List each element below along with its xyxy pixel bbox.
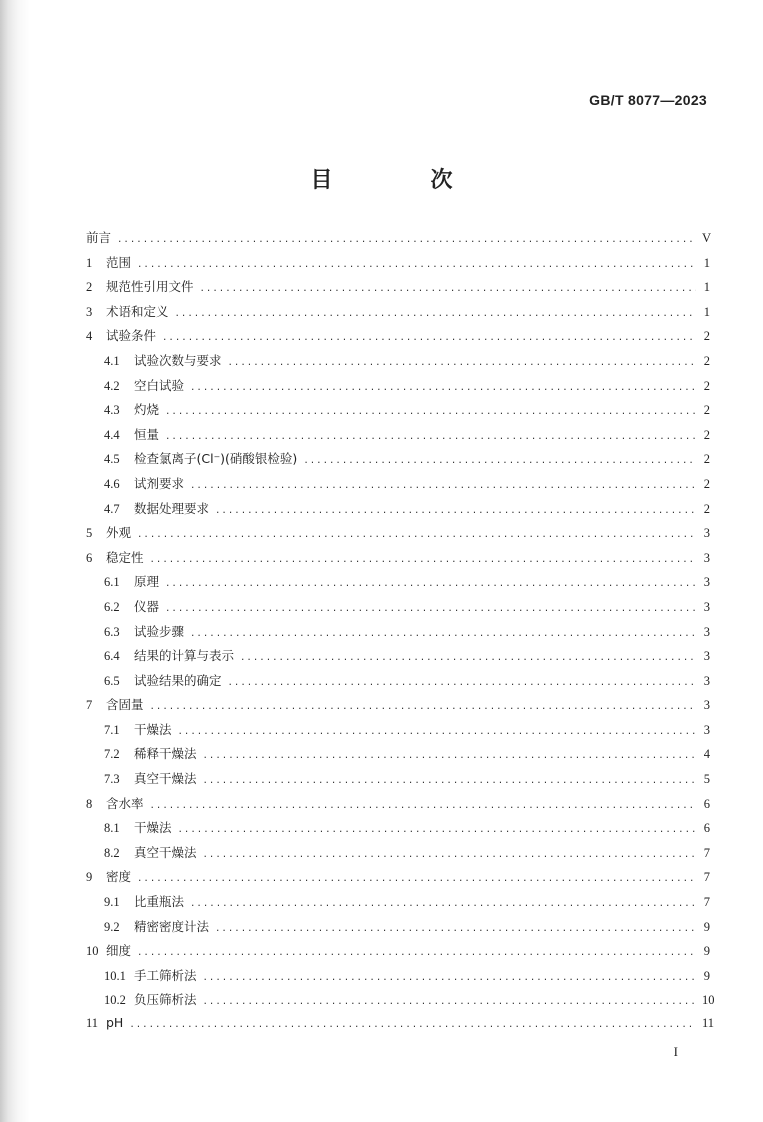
toc-dot-leader bbox=[137, 948, 696, 958]
toc-entry-label: 术语和定义 bbox=[106, 303, 169, 319]
toc-entry-label: pH bbox=[106, 1015, 124, 1030]
toc-entry-label: 灼烧 bbox=[134, 402, 160, 418]
toc-entry-label: 手工筛析法 bbox=[134, 967, 197, 983]
toc-entry-label: 原理 bbox=[134, 574, 160, 590]
toc-dot-leader bbox=[129, 1020, 696, 1030]
toc-dot-leader bbox=[150, 801, 696, 811]
toc-entry-page: 2 bbox=[703, 378, 710, 393]
toc-entry[interactable] bbox=[86, 794, 710, 819]
toc-entry-page: 1 bbox=[703, 304, 710, 319]
toc-entry-number: 4.2 bbox=[104, 378, 120, 393]
toc-entry-label: 结果的计算与表示 bbox=[134, 648, 235, 664]
toc-entry-number: 4.4 bbox=[104, 427, 120, 442]
toc-entry-number: 10.2 bbox=[104, 993, 126, 1008]
toc-dot-leader bbox=[190, 481, 696, 491]
toc-entry-label: 空白试验 bbox=[134, 377, 185, 393]
toc-entry-number: 6.3 bbox=[104, 624, 120, 639]
toc-entry[interactable] bbox=[86, 228, 710, 253]
toc-entry-number: 4.3 bbox=[104, 403, 120, 418]
toc-entry[interactable] bbox=[86, 548, 710, 573]
toc-entry-number: 7.3 bbox=[104, 772, 120, 787]
toc-dot-leader bbox=[303, 456, 696, 466]
toc-entry[interactable] bbox=[86, 941, 710, 966]
toc-entry-page: 3 bbox=[703, 624, 710, 639]
toc-entry[interactable] bbox=[86, 990, 715, 1015]
toc-entry-label: 试验结果的确定 bbox=[134, 672, 222, 688]
toc-entry-page: 3 bbox=[703, 599, 710, 614]
toc-entry-number: 10 bbox=[86, 944, 99, 959]
toc-entry-label: 负压筛析法 bbox=[134, 992, 197, 1008]
toc-entry[interactable] bbox=[86, 744, 710, 769]
toc-dot-leader bbox=[228, 358, 696, 368]
toc-entry-number: 3 bbox=[86, 304, 93, 319]
page-title: 目 次 bbox=[310, 168, 491, 193]
toc-entry-number: 8 bbox=[86, 796, 93, 811]
toc-entry-label: 干燥法 bbox=[134, 721, 172, 737]
toc-entry-page: 6 bbox=[703, 796, 710, 811]
standard-code: GB/T 8077—2023 bbox=[589, 92, 707, 108]
toc-entry-page: 7 bbox=[703, 845, 710, 860]
toc-dot-leader bbox=[165, 604, 696, 614]
toc-entry-number: 1 bbox=[86, 255, 93, 270]
toc-entry-number: 9.2 bbox=[104, 919, 120, 934]
toc-entry-number: 7.2 bbox=[104, 747, 120, 762]
toc-entry-page: 11 bbox=[702, 1016, 715, 1030]
toc-entry[interactable] bbox=[86, 720, 710, 745]
toc-entry[interactable] bbox=[86, 646, 710, 671]
toc-dot-leader bbox=[190, 383, 696, 393]
toc-entry-label: 比重瓶法 bbox=[134, 894, 185, 910]
toc-entry-page: 9 bbox=[703, 968, 710, 983]
toc-entry-page: 2 bbox=[703, 329, 710, 344]
toc-entry-page: 3 bbox=[703, 526, 710, 541]
toc-dot-leader bbox=[162, 333, 696, 343]
toc-entry-number: 6.4 bbox=[104, 649, 120, 664]
toc-entry[interactable] bbox=[86, 425, 710, 450]
toc-entry[interactable] bbox=[86, 572, 710, 597]
toc-entry-label: 试验次数与要求 bbox=[134, 352, 222, 368]
toc-entry[interactable] bbox=[86, 671, 710, 696]
toc-entry-page: 3 bbox=[703, 649, 710, 664]
toc-dot-leader bbox=[117, 235, 696, 245]
toc-entry[interactable] bbox=[86, 818, 710, 843]
toc-dot-leader bbox=[178, 727, 696, 737]
toc-entry-number: 10.1 bbox=[104, 968, 126, 983]
toc-entry-label: 稀释干燥法 bbox=[134, 746, 197, 762]
toc-dot-leader bbox=[165, 579, 696, 589]
toc-entry-number: 4.1 bbox=[104, 353, 120, 368]
toc-entry-page: 2 bbox=[703, 476, 710, 491]
toc-entry-number: 4 bbox=[86, 329, 93, 344]
toc-entry[interactable] bbox=[86, 474, 710, 499]
toc-dot-leader bbox=[137, 530, 696, 540]
toc-entry[interactable] bbox=[86, 499, 710, 524]
toc-entry[interactable] bbox=[86, 917, 710, 942]
toc-dot-leader bbox=[240, 653, 696, 663]
toc-entry[interactable] bbox=[86, 769, 710, 794]
toc-entry-label: 外观 bbox=[106, 525, 132, 541]
toc-dot-leader bbox=[175, 309, 696, 319]
toc-dot-leader bbox=[228, 678, 696, 688]
toc-entry-label: 含固量 bbox=[106, 697, 144, 713]
toc-entry-number: 6.1 bbox=[104, 575, 120, 590]
toc-entry-label: 仪器 bbox=[134, 598, 160, 614]
toc-entry-number: 9.1 bbox=[104, 895, 120, 910]
toc-entry[interactable] bbox=[86, 351, 710, 376]
toc-entry[interactable] bbox=[86, 400, 710, 425]
toc-entry[interactable] bbox=[86, 867, 710, 892]
toc-dot-leader bbox=[165, 432, 696, 442]
toc-entry[interactable] bbox=[86, 892, 710, 917]
toc-entry-page: 7 bbox=[703, 870, 710, 885]
toc-entry-page: 2 bbox=[703, 452, 710, 467]
toc-entry-number: 9 bbox=[86, 870, 93, 885]
toc-entry-number: 8.1 bbox=[104, 821, 120, 836]
toc-entry[interactable] bbox=[86, 695, 710, 720]
toc-entry-label: 范围 bbox=[106, 254, 132, 270]
page-folio: I bbox=[673, 1044, 678, 1059]
toc-entry-label: 真空干燥法 bbox=[134, 771, 197, 787]
toc-entry-label: 恒量 bbox=[134, 426, 160, 442]
toc-dot-leader bbox=[203, 751, 696, 761]
toc-entry-page: 10 bbox=[702, 993, 715, 1008]
toc-entry-number: 8.2 bbox=[104, 845, 120, 860]
toc-entry[interactable] bbox=[86, 1015, 715, 1040]
toc-entry[interactable] bbox=[86, 253, 710, 278]
toc-entry[interactable] bbox=[86, 326, 710, 351]
toc-entry-label: 检查氯离子(Cl⁻)(硝酸银检验) bbox=[134, 451, 298, 467]
toc-dot-leader bbox=[150, 702, 696, 712]
toc-entry-label: 细度 bbox=[106, 943, 132, 959]
toc-entry-page: 3 bbox=[703, 550, 710, 565]
toc-entry[interactable] bbox=[86, 622, 710, 647]
toc-entry-page: 4 bbox=[703, 747, 710, 762]
toc-dot-leader bbox=[203, 997, 696, 1007]
toc-dot-leader bbox=[150, 555, 696, 565]
toc-dot-leader bbox=[137, 874, 696, 884]
toc-entry-label: 规范性引用文件 bbox=[106, 279, 194, 295]
toc-entry-label: 干燥法 bbox=[134, 820, 172, 836]
toc-entry-page: 3 bbox=[703, 722, 710, 737]
toc-entry-label: 试验步骤 bbox=[134, 623, 185, 639]
toc-entry-number: 11 bbox=[86, 1016, 99, 1030]
toc-entry-number: 6.2 bbox=[104, 599, 120, 614]
toc-dot-leader bbox=[178, 825, 696, 835]
toc-entry-number: 6 bbox=[86, 550, 93, 565]
toc-entry-page: 3 bbox=[703, 673, 710, 688]
toc-entry-number: 2 bbox=[86, 280, 93, 295]
toc-entry-page: V bbox=[702, 231, 712, 245]
toc-entry[interactable] bbox=[86, 597, 710, 622]
toc-entry-page: 7 bbox=[703, 895, 710, 910]
toc-dot-leader bbox=[215, 506, 696, 516]
toc-dot-leader bbox=[137, 260, 696, 270]
toc-entry-page: 9 bbox=[703, 944, 710, 959]
toc-entry-page: 1 bbox=[703, 255, 710, 270]
toc-entry-label: 密度 bbox=[106, 869, 132, 885]
toc-entry-page: 9 bbox=[703, 919, 710, 934]
toc-entry-number: 4.6 bbox=[104, 476, 120, 491]
toc-dot-leader bbox=[165, 407, 696, 417]
table-of-contents bbox=[86, 228, 715, 1040]
toc-entry[interactable] bbox=[86, 449, 710, 474]
toc-dot-leader bbox=[190, 899, 696, 909]
toc-entry-page: 3 bbox=[703, 575, 710, 590]
toc-dot-leader bbox=[203, 850, 696, 860]
toc-entry-number: 5 bbox=[86, 526, 93, 541]
toc-dot-leader bbox=[203, 973, 696, 983]
toc-entry-number: 4.7 bbox=[104, 501, 120, 516]
toc-entry-number: 7.1 bbox=[104, 722, 120, 737]
toc-entry[interactable] bbox=[86, 523, 710, 548]
toc-entry-page: 2 bbox=[703, 403, 710, 418]
toc-dot-leader bbox=[215, 924, 696, 934]
toc-entry-label: 数据处理要求 bbox=[134, 500, 210, 516]
toc-dot-leader bbox=[190, 629, 696, 639]
toc-entry-label: 含水率 bbox=[106, 795, 144, 811]
toc-entry-number: 4.5 bbox=[104, 452, 120, 467]
toc-entry-label: 前言 bbox=[86, 230, 112, 245]
toc-entry-page: 1 bbox=[703, 280, 710, 295]
toc-entry-page: 6 bbox=[703, 821, 710, 836]
toc-entry[interactable] bbox=[86, 302, 710, 327]
toc-entry-number: 6.5 bbox=[104, 673, 120, 688]
toc-entry[interactable] bbox=[86, 277, 710, 302]
toc-entry-label: 真空干燥法 bbox=[134, 844, 197, 860]
toc-entry[interactable] bbox=[86, 966, 710, 991]
toc-entry[interactable] bbox=[86, 376, 710, 401]
toc-entry-label: 稳定性 bbox=[106, 549, 144, 565]
toc-entry-number: 7 bbox=[86, 698, 93, 713]
toc-entry-page: 2 bbox=[703, 501, 710, 516]
toc-entry-label: 试剂要求 bbox=[134, 475, 185, 491]
toc-entry-label: 精密密度计法 bbox=[134, 918, 210, 934]
toc-entry-label: 试验条件 bbox=[106, 328, 157, 344]
toc-dot-leader bbox=[200, 284, 696, 294]
toc-dot-leader bbox=[203, 776, 696, 786]
toc-entry-page: 3 bbox=[703, 698, 710, 713]
toc-entry-page: 5 bbox=[703, 772, 710, 787]
toc-entry-page: 2 bbox=[703, 353, 710, 368]
toc-entry[interactable] bbox=[86, 843, 710, 868]
toc-entry-page: 2 bbox=[703, 427, 710, 442]
